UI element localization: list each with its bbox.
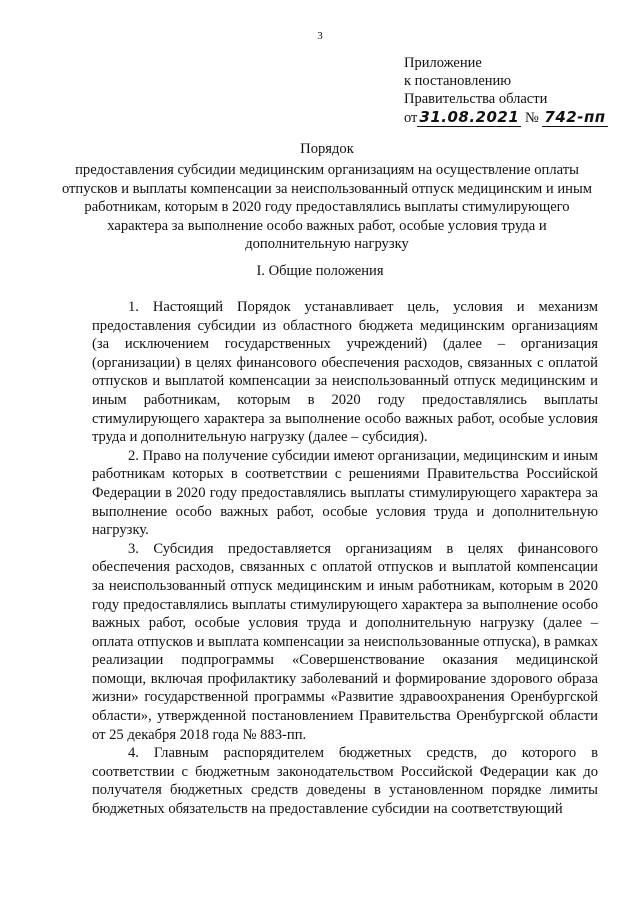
- paragraph-3: 3. Субсидия предоставляется организациям в целях финансового обеспечения расходов, связанных с оплатой отпусков и выплатой компенсации за неиспользованный отпуск медицинским и иным работникам, которым в 2020 году предоставлялись выплаты стимулирующего характера за выполнение особо важных работ, особые условия труда и дополнительную нагрузку (далее – оплата отпусков и выплата компенсации за неиспользованные отпуска), в рамках реализации подпрограммы «Совершенствование оказания медицинской помощи, включая профилактику заболеваний и формирование здорового образа жизни» государственной программы «Развитие здравоохранения Оренбургской области», утвержденной постановлением Правительства Оренбургской области от 25 декабря 2018 года № 883-пп.: [92, 540, 598, 743]
- approval-line-3: Правительства области: [404, 91, 548, 107]
- paragraph-2: 2. Право на получение субсидии имеют организации, медицинским и иным работникам которых в соответствии с решениями Правительства Российской Федерации в 2020 году предоставлялись выплаты стимулирующего характера за выполнение особо важных работ, особые условия труда и дополнительную нагрузку.: [92, 447, 598, 539]
- approval-line-2: к постановлению: [404, 73, 512, 89]
- approval-line-1: Приложение: [404, 55, 482, 71]
- approval-date-line: [404, 108, 608, 127]
- date-prefix: от: [404, 110, 418, 126]
- title-description: предоставления субсидии медицинским организациям на осуществление оплаты отпусков и выплаты компенсации за неиспользованный отпуск медицинским и иным работникам, которым в 2020 году предоставлялись выплаты стимулирующего характера за выполнение особо важных работ, особые условия труда и дополнительную нагрузку: [61, 162, 593, 253]
- page-number: 3: [317, 30, 323, 42]
- title-heading: Порядок: [300, 141, 354, 157]
- paragraph-1: 1. Настоящий Порядок устанавливает цель, условия и механизм предоставления субсидии из областного бюджета медицинским организациям (за исключением государственных учреждений) (далее – организация (организации) в целях финансового обеспечения расходов, связанных с оплатой отпусков и выплатой компенсации за неиспользованный отпуск медицинским и иным работникам, которым в 2020 году предоставлялись выплаты стимулирующего характера за выполнение особо важных работ, особые условия труда и дополнительную нагрузку (далее – субсидия).: [92, 299, 598, 446]
- paragraph-4: 4. Главным распорядителем бюджетных средств, до которого в соответствии с бюджетным законодательством Российской Федерации как до получателя бюджетных средств доведены в установленном порядке лимиты бюджетных обязательств на предоставление субсидии на соответствующий: [92, 745, 598, 818]
- handwritten-number: 742-пп: [544, 108, 606, 126]
- document-body: [92, 298, 598, 819]
- approval-block: [404, 54, 608, 127]
- document-title: [60, 140, 594, 253]
- number-prefix: №: [524, 110, 539, 126]
- section-title: I. Общие положения: [256, 263, 384, 279]
- handwritten-date: 31.08.2021: [419, 108, 520, 126]
